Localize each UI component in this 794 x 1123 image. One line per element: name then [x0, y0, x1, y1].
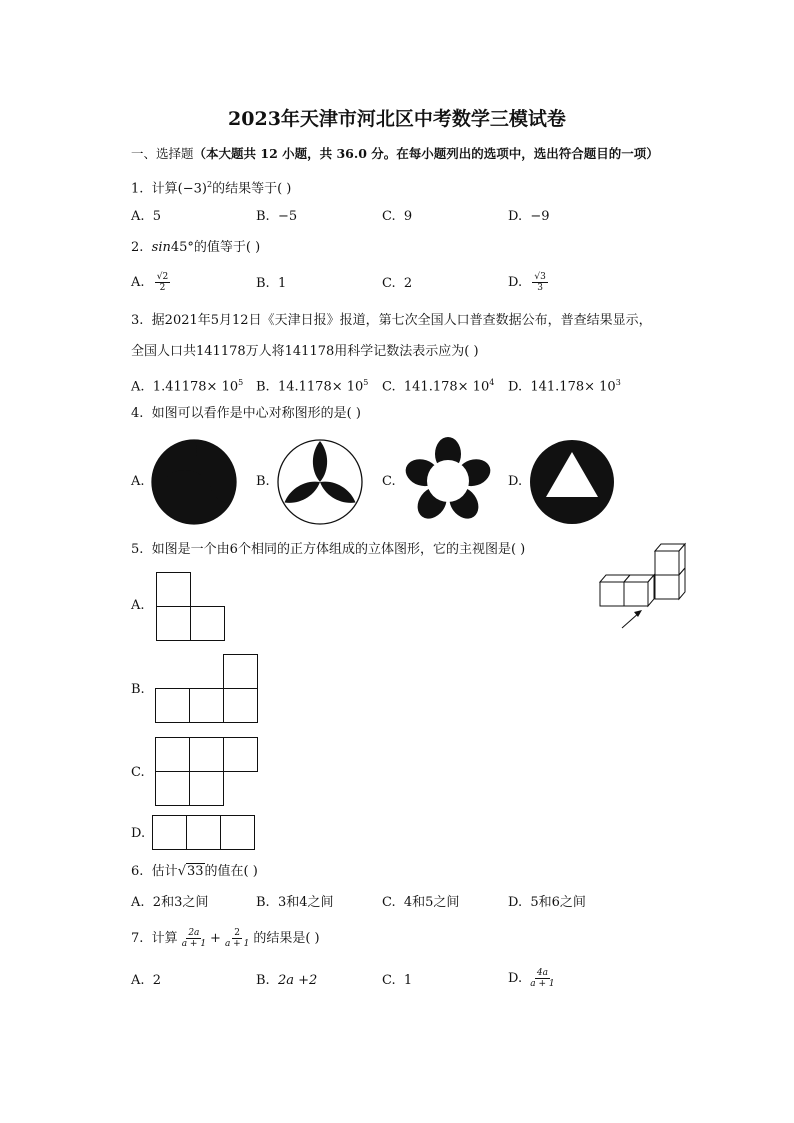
exponent: 3 [615, 378, 621, 387]
question-number: 3. [131, 313, 144, 328]
page-title: 2023年天津市河北区中考数学三模试卷 [228, 108, 566, 130]
square [155, 737, 190, 772]
section-name: 一、选择题 [131, 146, 194, 161]
square [223, 688, 258, 723]
option-label: A. [131, 379, 145, 395]
option-b[interactable] [256, 895, 334, 911]
option-a[interactable]: A. [131, 598, 145, 613]
fraction-denominator: a + 1 [224, 939, 250, 949]
square [189, 688, 224, 723]
option-label: D. [508, 275, 523, 290]
question-text: 估计 [151, 864, 178, 879]
option-text: 5 [152, 209, 162, 224]
exponent: 2 [206, 180, 213, 189]
question-2 [131, 240, 260, 256]
square [156, 572, 191, 607]
option-label: C. [382, 209, 396, 224]
square [155, 771, 190, 806]
option-a[interactable] [131, 895, 208, 911]
question-text: 计算 [151, 931, 178, 946]
option-text: 141.178× 10 [530, 379, 616, 395]
fraction [528, 968, 556, 989]
sqrt-icon: √ [177, 864, 186, 879]
option-text: 14.1178× 10 [277, 379, 364, 395]
option-a[interactable] [131, 270, 172, 296]
question-text: 计算(−3) [151, 181, 207, 197]
option-label: D. [508, 379, 523, 395]
option-label: D. [508, 209, 523, 224]
question-number: 4. [131, 406, 144, 421]
option-a[interactable] [131, 209, 161, 225]
option-text: 1 [277, 276, 287, 291]
option-text: 5和6之间 [530, 895, 586, 910]
fraction-numerator: 2a [188, 928, 200, 938]
square [190, 606, 225, 641]
fraction-denominator: 2 [159, 283, 166, 293]
section-header [131, 146, 659, 162]
option-label: A. [131, 275, 145, 290]
question-number: 2. [131, 240, 144, 255]
question-5 [131, 542, 525, 558]
option-label: A. [131, 209, 145, 224]
plus-sign: + [210, 931, 221, 946]
square [223, 737, 258, 772]
option-text: −9 [530, 209, 550, 224]
option-label: C. [382, 379, 396, 395]
fraction-numerator: 2 [234, 928, 240, 938]
option-text: 1.41178× 10 [152, 379, 239, 395]
fraction-denominator: 3 [537, 283, 543, 293]
square [189, 771, 224, 806]
function-name: sin [151, 240, 171, 255]
option-label: A. [131, 895, 145, 910]
square [152, 815, 187, 850]
fraction-denominator: a + 1 [181, 939, 207, 949]
option-label: A. [131, 973, 145, 988]
option-b[interactable] [256, 375, 368, 395]
option-d[interactable] [508, 895, 586, 911]
question-3 [131, 313, 652, 329]
option-c[interactable] [382, 209, 412, 225]
square [186, 815, 221, 850]
option-d[interactable] [508, 375, 621, 395]
exponent: 5 [363, 378, 369, 387]
fraction [155, 272, 170, 293]
question-text: 的值在( ) [204, 864, 258, 879]
option-label: B. [256, 973, 270, 988]
square [220, 815, 255, 850]
option-text: 9 [403, 209, 413, 224]
option-c[interactable]: C. [131, 765, 145, 780]
option-label: B. [256, 209, 270, 224]
option-d[interactable]: D. [508, 474, 523, 489]
question-text: 45°的值等于( ) [170, 240, 261, 255]
option-a[interactable]: A. [131, 474, 145, 489]
option-text: 4和5之间 [403, 895, 460, 910]
option-label: D. [508, 971, 523, 986]
option-text: 3和4之间 [277, 895, 334, 910]
option-label: B. [256, 895, 270, 910]
option-d[interactable] [508, 270, 550, 296]
fraction [532, 272, 547, 293]
figure-flower[interactable] [400, 436, 496, 526]
square [155, 688, 190, 723]
option-d[interactable]: D. [131, 826, 146, 841]
option-text: 2a +2 [277, 973, 318, 988]
question-text: 的结果是( ) [253, 931, 320, 946]
option-c[interactable] [382, 276, 412, 292]
option-d[interactable] [508, 966, 559, 992]
question-7 [131, 926, 320, 952]
option-text: 2 [403, 276, 413, 291]
option-b[interactable]: B. [131, 682, 145, 697]
option-label: D. [508, 895, 523, 910]
option-label: C. [382, 973, 396, 988]
question-6 [131, 864, 258, 880]
option-b[interactable] [256, 973, 317, 989]
option-label: C. [382, 276, 396, 291]
question-4 [131, 406, 361, 422]
fraction-numerator: 4a [536, 968, 548, 978]
option-label: B. [256, 379, 270, 395]
question-text: 如图是一个由6个相同的正方体组成的立体图形，它的主视图是( ) [151, 542, 526, 557]
option-label: C. [382, 895, 396, 910]
exponent: 4 [489, 378, 495, 387]
question-number: 7. [131, 931, 144, 946]
fraction [223, 928, 251, 949]
option-a[interactable] [131, 375, 243, 395]
option-c[interactable]: C. [382, 474, 396, 489]
figure-cube-stack [596, 540, 692, 632]
option-b[interactable] [256, 209, 297, 225]
option-c[interactable] [382, 973, 412, 989]
option-c[interactable] [382, 895, 459, 911]
question-text: 的结果等于( ) [212, 181, 292, 197]
fraction-numerator: √2 [156, 272, 169, 282]
option-text: 141.178× 10 [403, 379, 490, 395]
question-1 [131, 177, 291, 197]
question-text: 据2021年5月12日《天津日报》报道，第七次全国人口普查数据公布，普查结果显示， [151, 313, 652, 328]
square [223, 654, 258, 689]
option-d[interactable] [508, 209, 550, 225]
option-b[interactable]: B. [256, 474, 270, 489]
exponent: 5 [238, 378, 244, 387]
figure-three-petals[interactable] [276, 438, 364, 526]
fraction [180, 928, 208, 949]
figure-circle-triangle[interactable] [528, 438, 616, 526]
option-text: −5 [277, 209, 298, 224]
option-label: B. [256, 276, 270, 291]
question-3-line-2: 全国人口共141178万人将141178用科学记数法表示应为( ) [131, 344, 479, 359]
option-a[interactable] [131, 973, 161, 989]
option-c[interactable] [382, 375, 494, 395]
option-text: 2和3之间 [152, 895, 209, 910]
radicand: 33 [186, 864, 204, 879]
fraction-numerator: √3 [534, 272, 546, 282]
square [156, 606, 191, 641]
fraction-denominator: a + 1 [530, 979, 555, 989]
square [189, 737, 224, 772]
option-text: 2 [152, 973, 162, 988]
figure-triskelion[interactable] [150, 438, 238, 526]
question-number: 5. [131, 542, 144, 557]
option-b[interactable] [256, 276, 286, 292]
option-text: 1 [403, 973, 413, 988]
question-text: 如图可以看作是中心对称图形的是( ) [151, 406, 361, 421]
question-number: 6. [131, 864, 144, 879]
section-note: （本大题共 12 小题，共 36.0 分。在每小题列出的选项中，选出符合题目的一项） [193, 146, 659, 161]
question-number: 1. [131, 181, 144, 197]
